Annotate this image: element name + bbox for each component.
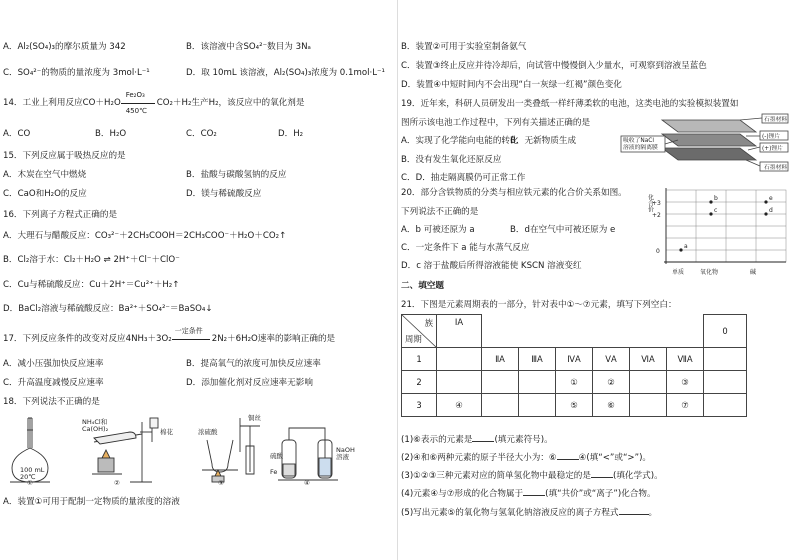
period-1-label: 1 bbox=[402, 348, 437, 371]
cell-3-4a: ⑤ bbox=[556, 394, 593, 417]
cell-3-2a bbox=[482, 394, 519, 417]
conc-acid-label: 浓硫酸 bbox=[198, 428, 218, 436]
q17-condition: 一定条件 bbox=[174, 327, 203, 335]
cell-1-0 bbox=[704, 348, 747, 371]
separator-label: 吸收了NaCl 溶液的隔离膜 bbox=[623, 138, 658, 151]
q13-option-b: B．该溶液中含SO₄²⁻数目为 3Nₐ bbox=[186, 42, 311, 52]
group-4a-header: ⅣA bbox=[556, 348, 593, 371]
cell-2-5a: ② bbox=[593, 371, 630, 394]
q20-stem-line1: 20．部分含铁物质的分类与相应铁元素的化合价关系如图。 bbox=[401, 188, 627, 198]
graph-x-oxide: 氧化物 bbox=[700, 269, 719, 276]
graphite-top-label: 石墨材料 bbox=[764, 117, 788, 123]
point-b-marker bbox=[709, 200, 712, 203]
point-e-marker bbox=[764, 200, 767, 203]
q18-option-d: D．装置④中短时间内不会出现“白一灰绿一红褐”颜色变化 bbox=[401, 80, 622, 90]
q14-option-d: D．H₂ bbox=[278, 129, 304, 139]
q17-stem bbox=[3, 327, 336, 345]
q14-stem-post: CO₂＋H₂生产H₂，该反应中的氧化剂是 bbox=[156, 98, 305, 108]
table-row-period-3 bbox=[402, 394, 747, 417]
fill-q2-blank[interactable] bbox=[557, 451, 579, 460]
cell-3-1a: ④ bbox=[437, 394, 482, 417]
q17-stem-pre: 17．下列反应条件的改变对反应4NH₃＋3O₂ bbox=[3, 334, 172, 344]
right-column bbox=[398, 0, 794, 560]
group-0-header: 0 bbox=[704, 315, 747, 348]
table-top-gap bbox=[482, 315, 704, 348]
fill-q4 bbox=[401, 487, 656, 500]
group-7a-header: ⅦA bbox=[667, 348, 704, 371]
q18-option-c: C．装置③终止反应并待冷却后，向试管中慢慢倒入少量水，可观察到溶液呈蓝色 bbox=[401, 61, 707, 71]
q19-option-d: C．D．抽走隔离膜仍可正常工作 bbox=[401, 173, 526, 183]
section-fill-in-title: 二、填空题 bbox=[401, 281, 444, 291]
group-6a-header: ⅥA bbox=[630, 348, 667, 371]
cotton-label: 棉花 bbox=[160, 428, 173, 436]
corner-group-label: 族 bbox=[424, 318, 433, 328]
cell-2-1a bbox=[437, 371, 482, 394]
acid-label: 硫酸 bbox=[270, 452, 283, 460]
q14-option-c: C．CO₂ bbox=[186, 129, 217, 139]
q19-option-a: A．实现了化学能向电能的转化 bbox=[401, 136, 519, 146]
fill-q5-text: (5)写出元素⑤的氧化物与氢氧化钠溶液反应的离子方程式 bbox=[401, 508, 619, 518]
q20-option-a: A．b 可被还原为 a bbox=[401, 225, 475, 235]
group-1a-header: ⅠA bbox=[437, 315, 482, 348]
q16-stem: 16．下列离子方程式正确的是 bbox=[3, 210, 118, 220]
q18-apparatus-figure bbox=[2, 412, 394, 486]
cell-2-4a: ① bbox=[556, 371, 593, 394]
point-d: d bbox=[769, 207, 773, 214]
fill-q4-end: (填“共价”或“离子”)化合物。 bbox=[545, 489, 656, 499]
q16-option-c: C．Cu与稀硫酸反应：Cu＋2H⁺＝Cu²⁺＋H₂↑ bbox=[3, 280, 180, 290]
fill-q2 bbox=[401, 451, 651, 464]
q14-option-b: B．H₂O bbox=[95, 129, 127, 139]
fill-q3-text: (3)①②③三种元素对应的简单氢化物中最稳定的是 bbox=[401, 471, 591, 481]
left-column bbox=[0, 0, 396, 560]
table-corner-cell bbox=[402, 315, 437, 348]
q20-option-d: D．c 溶于盐酸后所得溶液能使 KSCN 溶液变红 bbox=[401, 261, 582, 271]
q20-option-c: C．一定条件下 a 能与水蒸气反应 bbox=[401, 243, 530, 253]
fill-q2-text: (2)④和⑥两种元素的原子半径大小为：⑥ bbox=[401, 453, 557, 463]
cell-2-6a bbox=[630, 371, 667, 394]
table-row-period-1 bbox=[402, 348, 747, 371]
period-2-label: 2 bbox=[402, 371, 437, 394]
corner-period-label: 周期 bbox=[405, 334, 422, 344]
q17-option-b: B．提高氧气的浓度可加快反应速率 bbox=[186, 359, 321, 369]
q21-stem: 21．下图是元素周期表的一部分，针对表中①～⑦元素，填写下列空白： bbox=[401, 300, 677, 310]
q20-option-b: B．d在空气中可被还原为 e bbox=[510, 225, 616, 235]
graph-x-base: 碱 bbox=[750, 269, 757, 276]
q17-stem-post: 2N₂＋6H₂O速率的影响正确的是 bbox=[211, 334, 336, 344]
q14-stem-pre: 14．工业上利用反应CO＋H₂O bbox=[3, 98, 121, 108]
q20-stem-line2: 下列说法不正确的是 bbox=[401, 207, 479, 217]
q14-option-a: A．CO bbox=[3, 129, 31, 139]
cell-2-2a bbox=[482, 371, 519, 394]
fill-q5-blank[interactable] bbox=[619, 506, 649, 515]
q15-option-a: A．木炭在空气中燃烧 bbox=[3, 170, 87, 180]
reagents-label: NH₄Cl和 Ca(OH)₂ bbox=[82, 418, 109, 433]
q15-stem: 15．下列反应属于吸热反应的是 bbox=[3, 151, 126, 161]
cell-1-1a bbox=[437, 348, 482, 371]
periodic-table bbox=[401, 314, 747, 417]
q19-stem-line2: 图所示该电池工作过程中，下列有关描述正确的是 bbox=[401, 118, 591, 128]
period-3-label: 3 bbox=[402, 394, 437, 417]
point-c-marker bbox=[709, 212, 712, 215]
fig-num-2: ② bbox=[114, 479, 120, 486]
q16-option-b: B．Cl₂溶于水：Cl₂＋H₂O ⇌ 2H⁺＋Cl⁻＋ClO⁻ bbox=[3, 255, 180, 265]
q14-catalyst: Fe₂O₃ bbox=[125, 91, 145, 99]
table-header-row bbox=[402, 315, 747, 348]
fill-q2-end: ④(填“<”或“>”)。 bbox=[578, 453, 652, 463]
q13-option-d: D．取 10mL 该溶液，Al₂(SO₄)₃浓度为 0.1mol·L⁻¹ bbox=[186, 68, 385, 78]
graph-tick-zero: 0 bbox=[656, 248, 660, 255]
q16-option-a: A．大理石与醋酸反应：CO₃²⁻＋2CH₃COOH＝2CH₃COO⁻＋H₂O＋CO₂↑ bbox=[3, 231, 287, 241]
group-3a-header: ⅢA bbox=[519, 348, 556, 371]
iron-valence-graph bbox=[646, 186, 788, 280]
fill-q4-blank[interactable] bbox=[523, 487, 545, 496]
cell-3-0 bbox=[704, 394, 747, 417]
point-c: c bbox=[714, 207, 718, 214]
cell-3-5a: ⑥ bbox=[593, 394, 630, 417]
point-d-marker bbox=[764, 212, 767, 215]
iron-hydroxide-apparatus-icon bbox=[278, 428, 338, 480]
fill-q5 bbox=[401, 506, 657, 519]
q13-option-a: A．Al₂(SO₄)₃的摩尔质量为 342 bbox=[3, 42, 126, 52]
q16-option-d: D．BaCl₂溶液与稀硫酸反应：Ba²⁺＋SO₄²⁻＝BaSO₄↓ bbox=[3, 304, 213, 314]
cell-2-0 bbox=[704, 371, 747, 394]
q17-option-c: C．升高温度减慢反应速率 bbox=[3, 378, 104, 388]
q17-option-d: D．添加催化剂对反应速率无影响 bbox=[186, 378, 313, 388]
fill-q1-end: (填元素符号)。 bbox=[494, 435, 553, 445]
flexible-battery-figure bbox=[620, 110, 790, 178]
point-a-marker bbox=[679, 248, 682, 251]
q17-option-a: A．减小压强加快反应速率 bbox=[3, 359, 104, 369]
fig-num-3: ③ bbox=[218, 479, 224, 486]
q17-condition-arrow bbox=[172, 327, 212, 345]
flask-volume-label: 100 mL 20℃ bbox=[20, 466, 45, 481]
graph-tick-plus2: +2 bbox=[652, 212, 661, 219]
group-5a-header: ⅤA bbox=[593, 348, 630, 371]
cell-3-3a bbox=[519, 394, 556, 417]
cell-3-6a bbox=[630, 394, 667, 417]
cell-2-3a bbox=[519, 371, 556, 394]
iron-label: Fe bbox=[270, 468, 278, 476]
fill-q4-text: (4)元素④与⑦形成的化合物属于 bbox=[401, 489, 524, 499]
fig-num-4: ④ bbox=[304, 479, 310, 486]
naoh-label: NaOH 溶液 bbox=[336, 446, 355, 461]
q19-option-c: B．没有发生氧化还原反应 bbox=[401, 155, 502, 165]
lithium-neg-label: (-)锂片 bbox=[762, 134, 781, 140]
q14-stem bbox=[3, 91, 305, 115]
table-row-period-2 bbox=[402, 371, 747, 394]
q15-option-d: D．镁与稀硫酸反应 bbox=[186, 189, 262, 199]
q14-condition-arrow bbox=[121, 91, 157, 115]
fill-q3 bbox=[401, 469, 663, 482]
q18-stem: 18．下列说法不正确的是 bbox=[3, 397, 100, 407]
q13-option-c: C．SO₄²⁻的物质的量浓度为 3mol·L⁻¹ bbox=[3, 68, 150, 78]
copper-wire-label: 铜丝 bbox=[248, 414, 261, 422]
q19-option-b: B．无新物质生成 bbox=[510, 136, 577, 146]
q14-temperature: 450℃ bbox=[125, 107, 147, 115]
q15-option-c: C．CaO和H₂O的反应 bbox=[3, 189, 87, 199]
fig-num-1: ① bbox=[27, 479, 33, 486]
fill-q3-blank[interactable] bbox=[591, 469, 613, 478]
point-a: a bbox=[684, 243, 688, 250]
fill-q5-end: 。 bbox=[648, 508, 658, 518]
fill-q1 bbox=[401, 433, 553, 446]
graph-ylabel: 化合价 bbox=[646, 194, 654, 212]
fill-q1-text: (1)⑥表示的元素是 bbox=[401, 435, 473, 445]
q18-option-a: A．装置①可用于配制一定物质的量浓度的溶液 bbox=[3, 497, 180, 507]
fill-q3-end: (填化学式)。 bbox=[612, 471, 663, 481]
point-e: e bbox=[769, 195, 773, 202]
q19-stem-line1: 19．近年来，科研人员研发出一类叠纸一样纤薄柔软的电池，这类电池的实验模拟装置如 bbox=[401, 99, 739, 109]
graph-x-elemental: 单质 bbox=[672, 269, 685, 276]
group-2a-header: ⅡA bbox=[482, 348, 519, 371]
q18-option-b: B．装置②可用于实验室制备氨气 bbox=[401, 42, 527, 52]
cell-2-7a: ③ bbox=[667, 371, 704, 394]
cell-3-7a: ⑦ bbox=[667, 394, 704, 417]
point-b: b bbox=[714, 195, 718, 202]
fill-q1-blank[interactable] bbox=[472, 433, 494, 442]
graphite-bottom-label: 石墨材料 bbox=[764, 165, 788, 171]
q15-option-b: B．盐酸与碳酸氢钠的反应 bbox=[186, 170, 287, 180]
graph-tick-plus3: +3 bbox=[652, 200, 661, 207]
lithium-pos-label: (+)锂片 bbox=[762, 146, 783, 152]
